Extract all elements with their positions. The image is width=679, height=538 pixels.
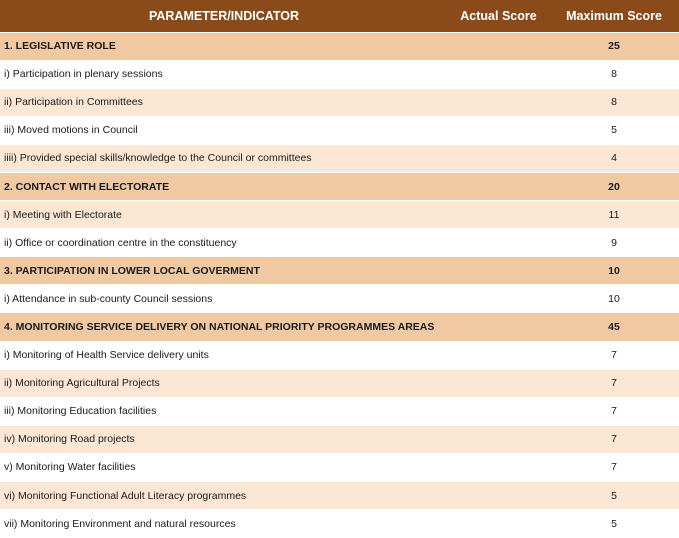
actual-score-cell <box>448 116 549 144</box>
actual-score-cell <box>448 341 549 369</box>
parameter-cell: i) Monitoring of Health Service delivery units <box>0 341 448 369</box>
actual-score-cell <box>448 32 549 60</box>
header-actual-score: Actual Score <box>448 0 549 32</box>
maximum-score-cell: 7 <box>549 369 679 397</box>
table-row <box>0 482 679 510</box>
parameter-cell: ii) Monitoring Agricultural Projects <box>0 369 448 397</box>
parameter-cell: 3. PARTICIPATION IN LOWER LOCAL GOVERMENT <box>0 257 448 285</box>
maximum-score-cell: 10 <box>549 257 679 285</box>
section-row <box>0 257 679 285</box>
actual-score-cell <box>448 285 549 313</box>
actual-score-cell <box>448 369 549 397</box>
maximum-score-cell: 11 <box>549 201 679 229</box>
parameter-cell: ii) Office or coordination centre in the constituency <box>0 229 448 257</box>
actual-score-cell <box>448 510 549 538</box>
section-row <box>0 32 679 60</box>
maximum-score-cell: 7 <box>549 397 679 425</box>
maximum-score-cell: 25 <box>549 32 679 60</box>
maximum-score-cell: 5 <box>549 116 679 144</box>
table-row <box>0 285 679 313</box>
table-row <box>0 116 679 144</box>
maximum-score-cell: 7 <box>549 425 679 453</box>
actual-score-cell <box>448 313 549 341</box>
actual-score-cell <box>448 172 549 200</box>
maximum-score-cell: 4 <box>549 144 679 172</box>
maximum-score-cell: 5 <box>549 510 679 538</box>
table-row <box>0 453 679 481</box>
parameter-cell: i) Participation in plenary sessions <box>0 60 448 88</box>
actual-score-cell <box>448 201 549 229</box>
header-row <box>0 0 679 32</box>
parameter-cell: ii) Participation in Committees <box>0 88 448 116</box>
parameter-cell: iv) Monitoring Road projects <box>0 425 448 453</box>
parameter-cell: 2. CONTACT WITH ELECTORATE <box>0 172 448 200</box>
parameter-cell: iii) Monitoring Education facilities <box>0 397 448 425</box>
section-row <box>0 313 679 341</box>
parameter-cell: i) Meeting with Electorate <box>0 201 448 229</box>
table-row <box>0 229 679 257</box>
table-row <box>0 144 679 172</box>
table-row <box>0 369 679 397</box>
parameter-cell: vi) Monitoring Functional Adult Literacy programmes <box>0 482 448 510</box>
table-body <box>0 32 679 538</box>
table-row <box>0 341 679 369</box>
actual-score-cell <box>448 257 549 285</box>
section-row <box>0 172 679 200</box>
actual-score-cell <box>448 397 549 425</box>
maximum-score-cell: 45 <box>549 313 679 341</box>
parameter-cell: iii) Moved motions in Council <box>0 116 448 144</box>
header-maximum-score: Maximum Score <box>549 0 679 32</box>
parameter-cell: v) Monitoring Water facilities <box>0 453 448 481</box>
parameter-cell: 1. LEGISLATIVE ROLE <box>0 32 448 60</box>
actual-score-cell <box>448 425 549 453</box>
actual-score-cell <box>448 144 549 172</box>
parameter-cell: vii) Monitoring Environment and natural resources <box>0 510 448 538</box>
maximum-score-cell: 8 <box>549 60 679 88</box>
table-row <box>0 397 679 425</box>
maximum-score-cell: 10 <box>549 285 679 313</box>
maximum-score-cell: 9 <box>549 229 679 257</box>
maximum-score-cell: 8 <box>549 88 679 116</box>
actual-score-cell <box>448 453 549 481</box>
actual-score-cell <box>448 60 549 88</box>
maximum-score-cell: 20 <box>549 172 679 200</box>
table-row <box>0 60 679 88</box>
actual-score-cell <box>448 88 549 116</box>
table-row <box>0 88 679 116</box>
actual-score-cell <box>448 482 549 510</box>
table-row <box>0 425 679 453</box>
actual-score-cell <box>448 229 549 257</box>
table-row <box>0 510 679 538</box>
parameter-cell: iiii) Provided special skills/knowledge to the Council or committees <box>0 144 448 172</box>
parameter-cell: i) Attendance in sub-county Council sessions <box>0 285 448 313</box>
header-parameter: PARAMETER/INDICATOR <box>0 0 448 32</box>
maximum-score-cell: 7 <box>549 453 679 481</box>
maximum-score-cell: 7 <box>549 341 679 369</box>
maximum-score-cell: 5 <box>549 482 679 510</box>
parameter-cell: 4. MONITORING SERVICE DELIVERY ON NATIONAL PRIORITY PROGRAMMES AREAS <box>0 313 448 341</box>
table-row <box>0 201 679 229</box>
